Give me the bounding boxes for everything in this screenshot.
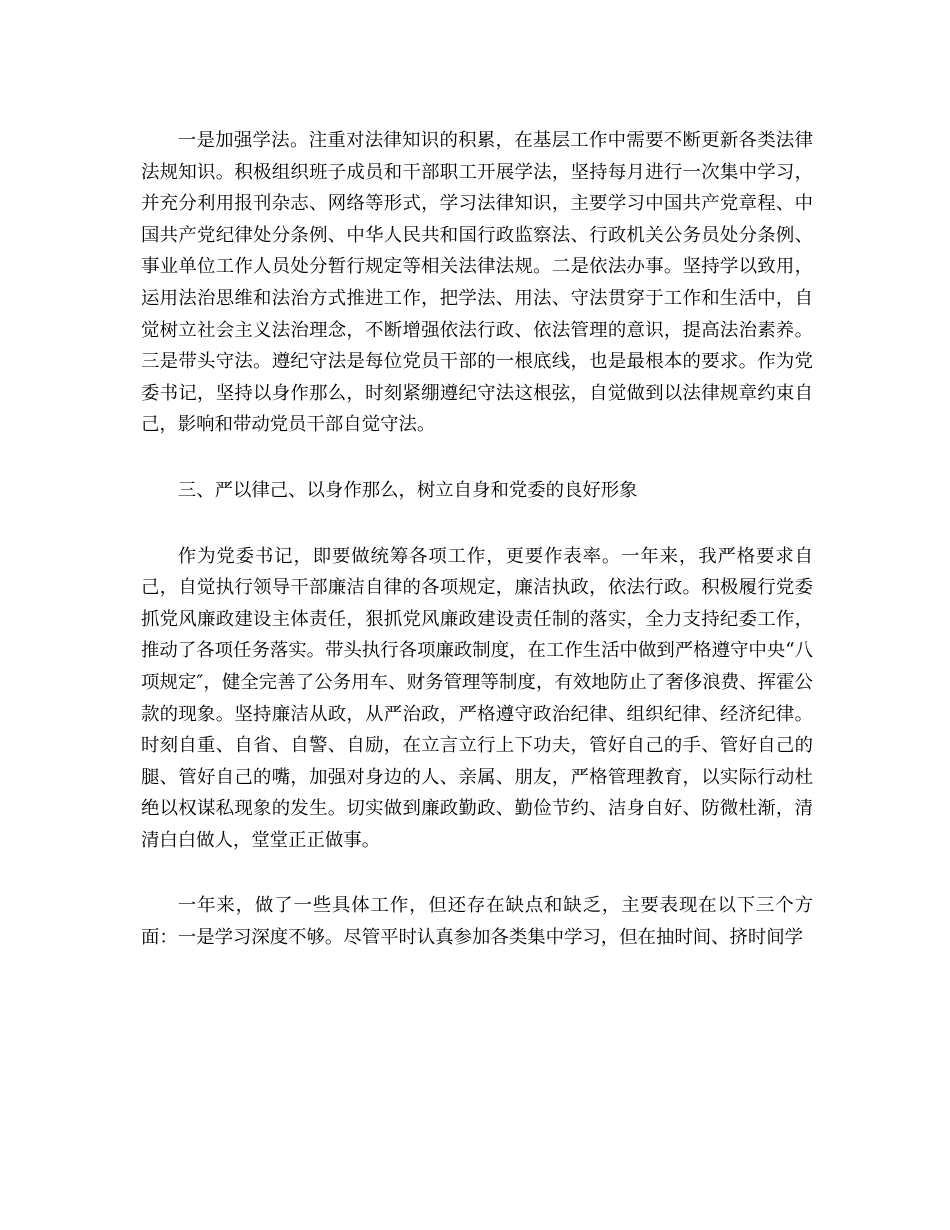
section-heading-three: 三、严以律己、以身作那么，树立自身和党委的良好形象 bbox=[177, 479, 638, 501]
paragraph-gap bbox=[141, 856, 813, 890]
paragraph-shortcomings: 一年来，做了一些具体工作，但还存在缺点和缺乏，主要表现在以下三个方面：一是学习深度不够。尽管平时认真参加各类集中学习，但在抽时间、挤时间学 bbox=[141, 895, 813, 949]
document-body bbox=[141, 125, 813, 954]
paragraph-rule-of-law: 一是加强学法。注重对法律知识的积累，在基层工作中需要不断更新各类法律法规知识。积极组织班子成员和干部职工开展学法，坚持每月进行一次集中学习，并充分利用报刊杂志、网络等形式，学习法律知识，主要学习中国共产党章程、中国共产党纪律处分条例、中华人民共和国行政监察法、行政机关公务员处分条例、事业单位工作人员处分暂行规定等相关法律法规。二是依法办事。坚持学以致用，运用法治思维和法治方式推进工作，把学法、用法、守法贯穿于工作和生活中，自觉树立社会主义法治理念，不断增强依法行政、依法管理的意识，提高法治素养。三是带头守法。遵纪守法是每位党员干部的一根底线，也是最根本的要求。作为党委书记，坚持以身作那么，时刻紧绷遵纪守法这根弦，自觉做到以法律规章约束自己，影响和带动党员干部自觉守法。 bbox=[141, 130, 813, 436]
paragraph-gap bbox=[141, 507, 813, 541]
paragraph-self-discipline: 作为党委书记，即要做统筹各项工作，更要作表率。一年来，我严格要求自己，自觉执行领导干部廉洁自律的各项规定，廉洁执政，依法行政。积极履行党委抓党风廉政建设主体责任，狠抓党风廉政建设责任制的落实，全力支持纪委工作，推动了各项任务落实。带头执行各项廉政制度，在工作生活中做到严格遵守中央“八项规定″，健全完善了公务用车、财务管理等制度，有效地防止了奢侈浪费、挥霍公款的现象。坚持廉洁从政，从严治政，严格遵守政治纪律、组织纪律、经济纪律。时刻自重、自省、自警、自励，在立言立行上下功夫，管好自己的手、管好自己的腿、管好自己的嘴，加强对身边的人、亲属、朋友，严格管理教育，以实际行动杜绝以权谋私现象的发生。切实做到廉政勤政、勤俭节约、洁身自好、防微杜渐，清清白白做人，堂堂正正做事。 bbox=[141, 545, 813, 851]
paragraph-gap bbox=[141, 441, 813, 475]
